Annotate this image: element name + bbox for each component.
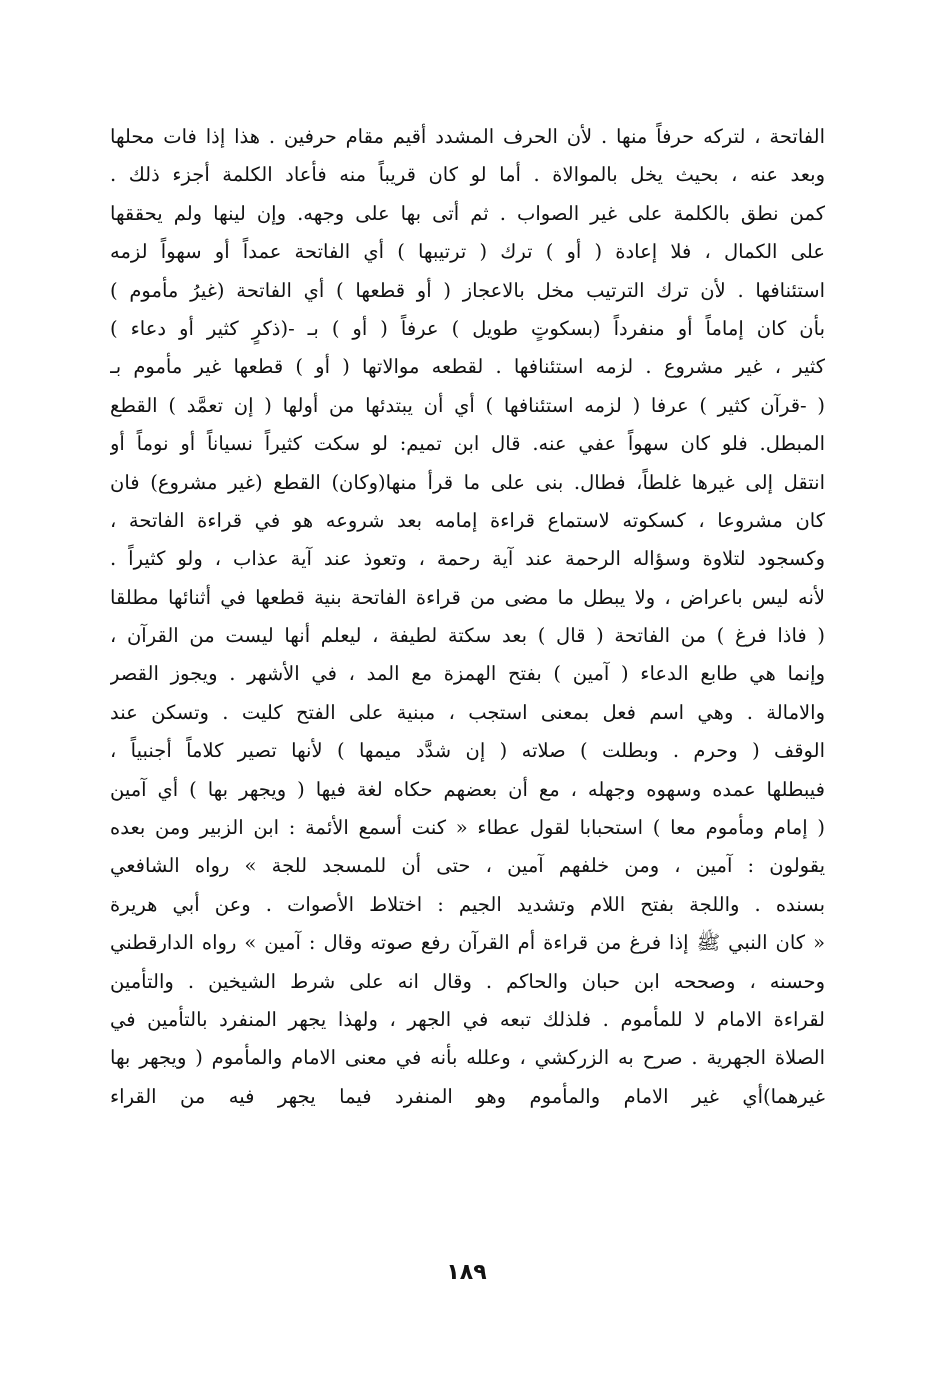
text-line: الفاتحة ، لتركه حرفاً منها . لأن الحرف المشدد أقيم مقام حرفين . هذا إذا فات محلها — [110, 125, 825, 148]
text-line: على الكمال ، فلا إعادة ( أو ) ترك ( ترتيبها ) أي الفاتحة عمداً أو سهواً لزمه — [110, 240, 825, 264]
text-line: يقولون : آمين ، ومن خلفهم آمين ، حتى أن للمسجد للجة » رواه الشافعي — [110, 854, 825, 878]
text-line: لقراءة الامام لا للمأموم . فلذلك تبعه في الجهر ، ولهذا يجهر المنفرد بالتأمين في — [110, 1007, 825, 1031]
text-line: بأن كان إماماً أو منفرداً (بسكوتٍ طويل ) عرفاً ( أو ) بـ -(ذكرٍ كثير أو دعاء ) — [110, 316, 825, 340]
text-line: استئنافها . لأن ترك الترتيب مخل بالاعجاز ( أو قطعها ) أي الفاتحة (غيرُ مأموم ) — [110, 278, 825, 302]
text-line: بسنده . واللجة بفتح اللام وتشديد الجيم : اختلاط الأصوات . وعن أبي هريرة — [110, 892, 825, 916]
text-line: الصلاة الجهرية . صرح به الزركشي ، وعلله بأنه في معنى الامام والمأموم ( ويجهر بها — [110, 1046, 825, 1070]
text-line: والامالة . وهي اسم فعل بمعنى استجب ، مبنية على الفتح كليت . وتسكن عند — [110, 700, 825, 724]
text-line: ( -قرآن كثير ) عرفا ( لزمه استئنافها ) أي أن يبتدئها من أولها ( إن تعمَّد ) القطع — [110, 393, 825, 417]
text-line: ( إمام ومأموم معا ) استحبابا لقول عطاء « كنت أسمع الأئمة : ابن الزبير ومن بعده — [110, 816, 825, 840]
page-number: ١٨٩ — [446, 1260, 487, 1285]
body-text — [110, 118, 825, 1116]
text-line: انتقل إلى غيرها غلطاً، فطال. بنى على ما قرأ منها(وكان) القطع (غير مشروع) فان — [110, 470, 825, 494]
text-line: غيرهما)أي غير الامام والمأموم وهو المنفرد فيما يجهر فيه من القراء — [110, 1084, 825, 1108]
text-line: وحسنه ، وصححه ابن حبان والحاكم . وقال انه على شرط الشيخين . والتأمين — [110, 969, 825, 993]
text-line: ( فاذا فرغ ) من الفاتحة ( قال ) بعد سكتة لطيفة ، ليعلم أنها ليست من القرآن ، — [110, 624, 825, 648]
text-line: « كان النبي ﷺ إذا فرغ من قراءة أم القرآن رفع صوته وقال : آمين » رواه الدارقطني — [110, 931, 825, 955]
text-line: لأنه ليس باعراض ، ولا يبطل ما مضى من قراءة الفاتحة بنية قطعها في أثنائها مطلقا — [110, 585, 825, 609]
text-line: الوقف ( وحرم . وبطلت ) صلاته ( إن شدَّد ميمها ) لأنها تصير كلاماً أجنبياً ، — [110, 739, 825, 763]
text-line: فيبطلها عمده وسهوه وجهله ، مع أن بعضهم حكاه لغة فيها ( ويجهر بها ) أي آمين — [110, 777, 825, 801]
text-line: كمن نطق بالكلمة على غير الصواب . ثم أتى بها على وجهه. وإن لينها ولم يحققها — [110, 201, 825, 225]
text-line: وبعد عنه ، بحيث يخل بالموالاة . أما لو كان قريباً منه فأعاد الكلمة أجزء ذلك . — [110, 163, 825, 187]
text-line: وإنما هي طابع الدعاء ( آمين ) بفتح الهمزة مع المد ، في الأشهر . ويجوز القصر — [110, 662, 825, 686]
text-line: المبطل. فلو كان سهواً عفي عنه. قال ابن تميم: لو سكت كثيراً نسياناً أو نوماً أو — [110, 432, 825, 456]
text-line: وكسجود لتلاوة وسؤاله الرحمة عند آية رحمة ، وتعوذ عند آية عذاب ، ولو كثيراً . — [110, 547, 825, 571]
text-line: كثير ، غير مشروع . لزمه استئنافها . لقطعه موالاتها ( أو ) قطعها غير مأموم بـ — [110, 355, 825, 379]
text-line: كان مشروعا ، كسكوته لاستماع قراءة إمامه بعد شروعه هو في قراءة الفاتحة ، — [110, 508, 825, 532]
